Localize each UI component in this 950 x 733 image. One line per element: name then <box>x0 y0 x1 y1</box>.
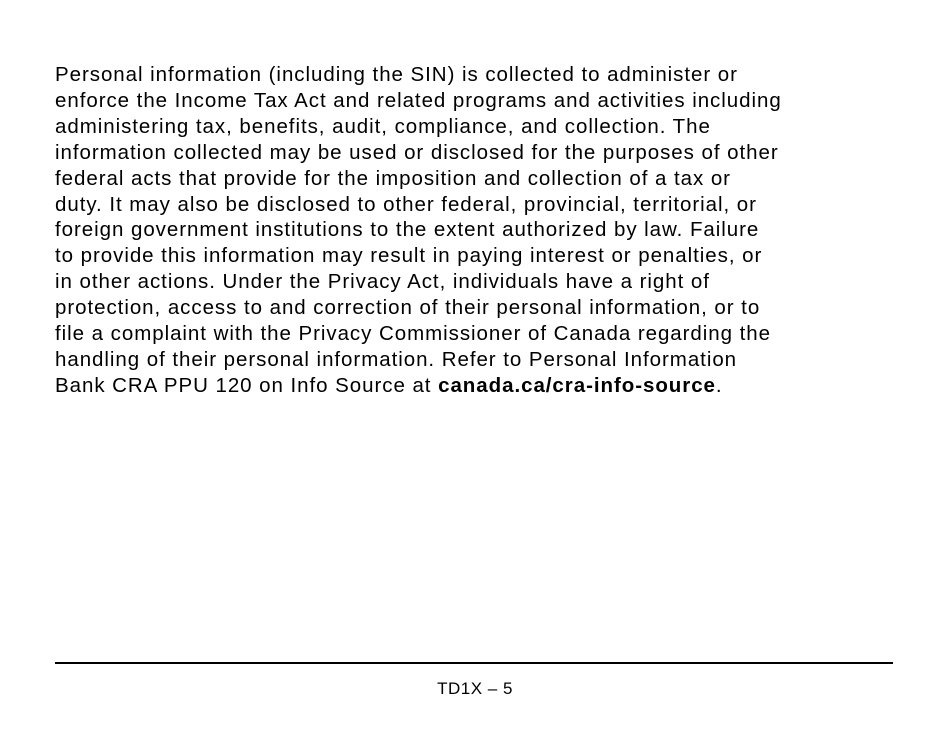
privacy-notice-last-line <box>55 373 915 399</box>
footer-divider <box>55 662 893 664</box>
privacy-notice-line: information collected may be used or disclosed for the purposes of other <box>55 140 779 164</box>
privacy-notice-line: handling of their personal information. Refer to Personal Information <box>55 347 738 371</box>
privacy-notice-line: in other actions. Under the Privacy Act, individuals have a right of <box>55 270 710 294</box>
privacy-notice-line: duty. It may also be disclosed to other federal, provincial, territorial, or <box>55 192 757 216</box>
info-source-link[interactable]: canada.ca/cra-info-source <box>438 373 716 397</box>
privacy-notice-line: protection, access to and correction of their personal information, or to <box>55 296 761 320</box>
privacy-notice-line: foreign government institutions to the extent authorized by law. Failure <box>55 218 760 242</box>
privacy-notice-line: file a complaint with the Privacy Commissioner of Canada regarding the <box>55 322 771 346</box>
privacy-notice-paragraph <box>55 62 915 399</box>
privacy-notice-line: Personal information (including the SIN) is collected to administer or <box>55 63 738 86</box>
page-number: TD1X – 5 <box>437 679 513 698</box>
privacy-notice-line: federal acts that provide for the imposition and collection of a tax or <box>55 166 731 190</box>
last-line-suffix: . <box>715 373 723 397</box>
privacy-notice-line: administering tax, benefits, audit, compliance, and collection. The <box>55 114 711 138</box>
privacy-notice-line: enforce the Income Tax Act and related programs and activities including <box>55 88 782 112</box>
privacy-notice-line: to provide this information may result in paying interest or penalties, or <box>55 244 763 268</box>
last-line-prefix: Bank CRA PPU 120 on Info Source at <box>55 373 439 397</box>
